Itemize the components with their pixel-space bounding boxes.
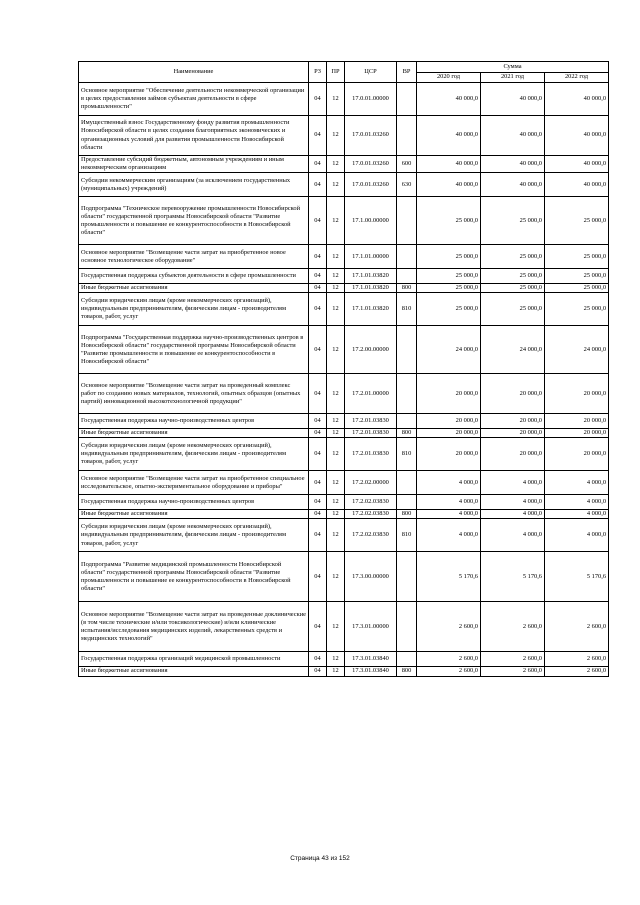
cell-y2020: 4 000,0 (417, 519, 481, 552)
cell-name: Основное мероприятие "Обеспечение деятельности некоммерческой организации в целях предоставления займов субъектам деятельности в сфере промышленности" (79, 83, 309, 116)
cell-vr (397, 652, 417, 667)
table-row (79, 173, 609, 197)
header-rz: РЗ (309, 62, 327, 83)
cell-y2021: 2 600,0 (481, 667, 545, 676)
cell-y2021: 4 000,0 (481, 495, 545, 510)
table-row (79, 284, 609, 293)
cell-y2022: 2 600,0 (545, 652, 609, 667)
cell-y2021: 25 000,0 (481, 269, 545, 284)
cell-pr: 12 (327, 471, 345, 495)
table-row (79, 374, 609, 414)
cell-csr: 17.0.01.03260 (345, 116, 397, 156)
cell-y2020: 2 600,0 (417, 652, 481, 667)
cell-vr: 810 (397, 293, 417, 326)
cell-vr: 800 (397, 667, 417, 676)
cell-y2020: 40 000,0 (417, 83, 481, 116)
cell-csr: 17.2.01.00000 (345, 374, 397, 414)
cell-rz: 04 (309, 156, 327, 173)
page-number: Страница 43 из 152 (290, 855, 350, 862)
table-row (79, 438, 609, 471)
cell-name: Имущественный взнос Государственному фонду развития промышленности Новосибирской области в целях создания благоприятных экономических и организационных условий для развития промышленности Новосибирской области (79, 116, 309, 156)
cell-rz: 04 (309, 495, 327, 510)
cell-y2020: 25 000,0 (417, 284, 481, 293)
cell-name: Государственная поддержка научно-производственных центров (79, 495, 309, 510)
cell-vr (397, 602, 417, 652)
cell-pr: 12 (327, 293, 345, 326)
cell-rz: 04 (309, 471, 327, 495)
cell-pr: 12 (327, 156, 345, 173)
cell-name: Основное мероприятие "Возмещение части затрат на проведенные доклинические (в том числе технические и/или токсикологические) и/или клинические испытания/исследования медицинских изделий, лекарственных средств и медицинских технологий" (79, 602, 309, 652)
header-2021: 2021 год (481, 72, 545, 83)
cell-csr: 17.3.01.03840 (345, 667, 397, 676)
table-body (79, 83, 609, 677)
cell-pr: 12 (327, 197, 345, 245)
cell-pr: 12 (327, 245, 345, 269)
cell-y2020: 25 000,0 (417, 197, 481, 245)
cell-name: Основное мероприятие "Возмещение части затрат на приобретенное специальное исследовательское, опытно-экспериментальное оборудование и приборы" (79, 471, 309, 495)
cell-y2021: 5 170,6 (481, 552, 545, 602)
cell-csr: 17.3.01.03840 (345, 652, 397, 667)
cell-y2021: 2 600,0 (481, 602, 545, 652)
cell-csr: 17.2.01.03830 (345, 414, 397, 429)
header-vr: ВР (397, 62, 417, 83)
cell-name: Иные бюджетные ассигнования (79, 667, 309, 676)
cell-y2020: 5 170,6 (417, 552, 481, 602)
table-row (79, 83, 609, 116)
cell-y2022: 40 000,0 (545, 173, 609, 197)
cell-csr: 17.1.01.03820 (345, 284, 397, 293)
cell-y2020: 4 000,0 (417, 471, 481, 495)
cell-y2021: 25 000,0 (481, 293, 545, 326)
cell-name: Основное мероприятие "Возмещение части затрат на приобретенное новое основное технологическое оборудование" (79, 245, 309, 269)
cell-y2020: 2 600,0 (417, 667, 481, 676)
cell-name: Иные бюджетные ассигнования (79, 429, 309, 438)
cell-vr (397, 414, 417, 429)
cell-name: Государственная поддержка организаций медицинской промышленности (79, 652, 309, 667)
cell-y2022: 20 000,0 (545, 414, 609, 429)
cell-rz: 04 (309, 429, 327, 438)
cell-name: Основное мероприятие "Возмещение части затрат на проведенный комплекс работ по созданию новых материалов, технологий, опытных образцов (опытных партий) инновационной высокотехнологичной продукции" (79, 374, 309, 414)
cell-rz: 04 (309, 552, 327, 602)
cell-y2021: 4 000,0 (481, 471, 545, 495)
cell-pr: 12 (327, 173, 345, 197)
cell-y2020: 2 600,0 (417, 602, 481, 652)
cell-y2020: 40 000,0 (417, 116, 481, 156)
table-row (79, 519, 609, 552)
cell-vr: 800 (397, 510, 417, 519)
cell-pr: 12 (327, 495, 345, 510)
cell-y2021: 25 000,0 (481, 245, 545, 269)
cell-y2021: 24 000,0 (481, 326, 545, 374)
cell-vr (397, 471, 417, 495)
cell-y2021: 40 000,0 (481, 173, 545, 197)
cell-y2022: 2 600,0 (545, 602, 609, 652)
cell-csr: 17.3.00.00000 (345, 552, 397, 602)
cell-pr: 12 (327, 83, 345, 116)
header-name: Наименование (79, 62, 309, 83)
cell-csr: 17.2.02.00000 (345, 471, 397, 495)
cell-csr: 17.2.02.03830 (345, 510, 397, 519)
cell-rz: 04 (309, 652, 327, 667)
cell-vr: 810 (397, 519, 417, 552)
cell-rz: 04 (309, 245, 327, 269)
cell-vr (397, 326, 417, 374)
cell-y2021: 4 000,0 (481, 510, 545, 519)
cell-y2022: 25 000,0 (545, 245, 609, 269)
cell-csr: 17.2.02.03830 (345, 495, 397, 510)
cell-y2020: 20 000,0 (417, 414, 481, 429)
cell-y2021: 25 000,0 (481, 284, 545, 293)
table-row (79, 293, 609, 326)
table-row (79, 414, 609, 429)
cell-csr: 17.2.01.03830 (345, 438, 397, 471)
header-2022: 2022 год (545, 72, 609, 83)
cell-rz: 04 (309, 116, 327, 156)
cell-y2021: 40 000,0 (481, 156, 545, 173)
cell-csr: 17.2.01.03830 (345, 429, 397, 438)
cell-rz: 04 (309, 602, 327, 652)
cell-pr: 12 (327, 510, 345, 519)
cell-y2022: 24 000,0 (545, 326, 609, 374)
cell-pr: 12 (327, 667, 345, 676)
table-row (79, 552, 609, 602)
cell-y2020: 25 000,0 (417, 245, 481, 269)
table-row (79, 116, 609, 156)
cell-vr (397, 197, 417, 245)
cell-vr: 800 (397, 429, 417, 438)
cell-y2021: 4 000,0 (481, 519, 545, 552)
cell-y2022: 4 000,0 (545, 519, 609, 552)
cell-rz: 04 (309, 326, 327, 374)
cell-rz: 04 (309, 269, 327, 284)
cell-y2021: 2 600,0 (481, 652, 545, 667)
table-row (79, 495, 609, 510)
cell-y2020: 4 000,0 (417, 510, 481, 519)
cell-csr: 17.0.01.03260 (345, 156, 397, 173)
table-row (79, 269, 609, 284)
table-row (79, 602, 609, 652)
cell-rz: 04 (309, 667, 327, 676)
cell-name: Подпрограмма "Техническое перевооружение промышленности Новосибирской области" государственной программы Новосибирской области "Развитие промышленности и повышение ее конкурентоспособности в Новосибирской области" (79, 197, 309, 245)
cell-y2022: 2 600,0 (545, 667, 609, 676)
budget-table (78, 61, 609, 677)
cell-y2022: 25 000,0 (545, 269, 609, 284)
cell-vr (397, 495, 417, 510)
cell-y2022: 20 000,0 (545, 429, 609, 438)
cell-vr (397, 374, 417, 414)
cell-y2022: 25 000,0 (545, 197, 609, 245)
cell-pr: 12 (327, 429, 345, 438)
cell-y2022: 20 000,0 (545, 374, 609, 414)
header-2020: 2020 год (417, 72, 481, 83)
cell-y2022: 40 000,0 (545, 83, 609, 116)
cell-y2022: 40 000,0 (545, 116, 609, 156)
cell-rz: 04 (309, 374, 327, 414)
cell-y2021: 25 000,0 (481, 197, 545, 245)
cell-csr: 17.1.01.03820 (345, 293, 397, 326)
cell-vr (397, 269, 417, 284)
table-row (79, 510, 609, 519)
cell-y2020: 40 000,0 (417, 156, 481, 173)
cell-y2021: 40 000,0 (481, 116, 545, 156)
cell-pr: 12 (327, 116, 345, 156)
cell-csr: 17.3.01.00000 (345, 602, 397, 652)
header-sum: Сумма (417, 62, 609, 73)
cell-y2020: 25 000,0 (417, 269, 481, 284)
cell-y2020: 25 000,0 (417, 293, 481, 326)
cell-pr: 12 (327, 414, 345, 429)
cell-vr: 630 (397, 173, 417, 197)
cell-y2022: 5 170,6 (545, 552, 609, 602)
table-row (79, 326, 609, 374)
cell-y2020: 20 000,0 (417, 374, 481, 414)
cell-rz: 04 (309, 438, 327, 471)
table-row (79, 245, 609, 269)
cell-vr (397, 83, 417, 116)
cell-y2020: 40 000,0 (417, 173, 481, 197)
cell-name: Подпрограмма "Государственная поддержка научно-производственных центров в Новосибирской области" государственной программы Новосибирской области "Развитие промышленности и повышение ее конкурентоспособности в Новосибирской области" (79, 326, 309, 374)
cell-name: Субсидии юридическим лицам (кроме некоммерческих организаций), индивидуальным предпринимателям, физическим лицам - производителям товаров, работ, услуг (79, 519, 309, 552)
table-row (79, 156, 609, 173)
cell-csr: 17.2.02.03830 (345, 519, 397, 552)
cell-y2021: 20 000,0 (481, 429, 545, 438)
cell-csr: 17.0.01.00000 (345, 83, 397, 116)
cell-name: Иные бюджетные ассигнования (79, 284, 309, 293)
cell-y2021: 20 000,0 (481, 414, 545, 429)
table-row (79, 197, 609, 245)
cell-pr: 12 (327, 519, 345, 552)
cell-csr: 17.1.01.03820 (345, 269, 397, 284)
cell-y2021: 20 000,0 (481, 374, 545, 414)
table-row (79, 652, 609, 667)
cell-csr: 17.0.01.03260 (345, 173, 397, 197)
cell-vr (397, 245, 417, 269)
cell-name: Предоставление субсидий бюджетным, автономным учреждениям и иным некоммерческим организациям (79, 156, 309, 173)
cell-pr: 12 (327, 552, 345, 602)
cell-rz: 04 (309, 197, 327, 245)
cell-y2022: 4 000,0 (545, 495, 609, 510)
cell-pr: 12 (327, 374, 345, 414)
cell-pr: 12 (327, 326, 345, 374)
table-row (79, 429, 609, 438)
table-row (79, 471, 609, 495)
cell-rz: 04 (309, 284, 327, 293)
cell-name: Государственная поддержка субъектов деятельности в сфере промышленности (79, 269, 309, 284)
cell-y2022: 4 000,0 (545, 471, 609, 495)
cell-rz: 04 (309, 83, 327, 116)
table-row (79, 667, 609, 676)
header-pr: ПР (327, 62, 345, 83)
cell-name: Субсидии юридическим лицам (кроме некоммерческих организаций), индивидуальным предпринимателям, физическим лицам - производителям товаров, работ, услуг (79, 293, 309, 326)
cell-name: Государственная поддержка научно-производственных центров (79, 414, 309, 429)
cell-rz: 04 (309, 293, 327, 326)
cell-vr (397, 552, 417, 602)
cell-vr: 600 (397, 156, 417, 173)
cell-csr: 17.1.01.00000 (345, 245, 397, 269)
header-csr: ЦСР (345, 62, 397, 83)
cell-name: Подпрограмма "Развитие медицинской промышленности Новосибирской области" государственной программы Новосибирской области "Развитие промышленности и повышение ее конкурентоспособности в Новосибирской области" (79, 552, 309, 602)
cell-pr: 12 (327, 269, 345, 284)
cell-rz: 04 (309, 173, 327, 197)
cell-y2022: 20 000,0 (545, 438, 609, 471)
cell-y2020: 20 000,0 (417, 429, 481, 438)
cell-rz: 04 (309, 519, 327, 552)
cell-name: Субсидии некоммерческим организациям (за исключением государственных (муниципальных) учреждений) (79, 173, 309, 197)
cell-y2022: 25 000,0 (545, 284, 609, 293)
cell-y2022: 25 000,0 (545, 293, 609, 326)
cell-y2022: 4 000,0 (545, 510, 609, 519)
cell-y2022: 40 000,0 (545, 156, 609, 173)
cell-y2020: 20 000,0 (417, 438, 481, 471)
cell-vr: 810 (397, 438, 417, 471)
cell-csr: 17.1.00.00000 (345, 197, 397, 245)
cell-pr: 12 (327, 438, 345, 471)
cell-name: Иные бюджетные ассигнования (79, 510, 309, 519)
cell-vr (397, 116, 417, 156)
cell-y2021: 20 000,0 (481, 438, 545, 471)
cell-rz: 04 (309, 510, 327, 519)
cell-csr: 17.2.00.00000 (345, 326, 397, 374)
cell-rz: 04 (309, 414, 327, 429)
cell-vr: 800 (397, 284, 417, 293)
cell-y2020: 24 000,0 (417, 326, 481, 374)
cell-pr: 12 (327, 284, 345, 293)
cell-y2020: 4 000,0 (417, 495, 481, 510)
cell-y2021: 40 000,0 (481, 83, 545, 116)
cell-pr: 12 (327, 602, 345, 652)
cell-pr: 12 (327, 652, 345, 667)
cell-name: Субсидии юридическим лицам (кроме некоммерческих организаций), индивидуальным предпринимателям, физическим лицам - производителям товаров, работ, услуг (79, 438, 309, 471)
